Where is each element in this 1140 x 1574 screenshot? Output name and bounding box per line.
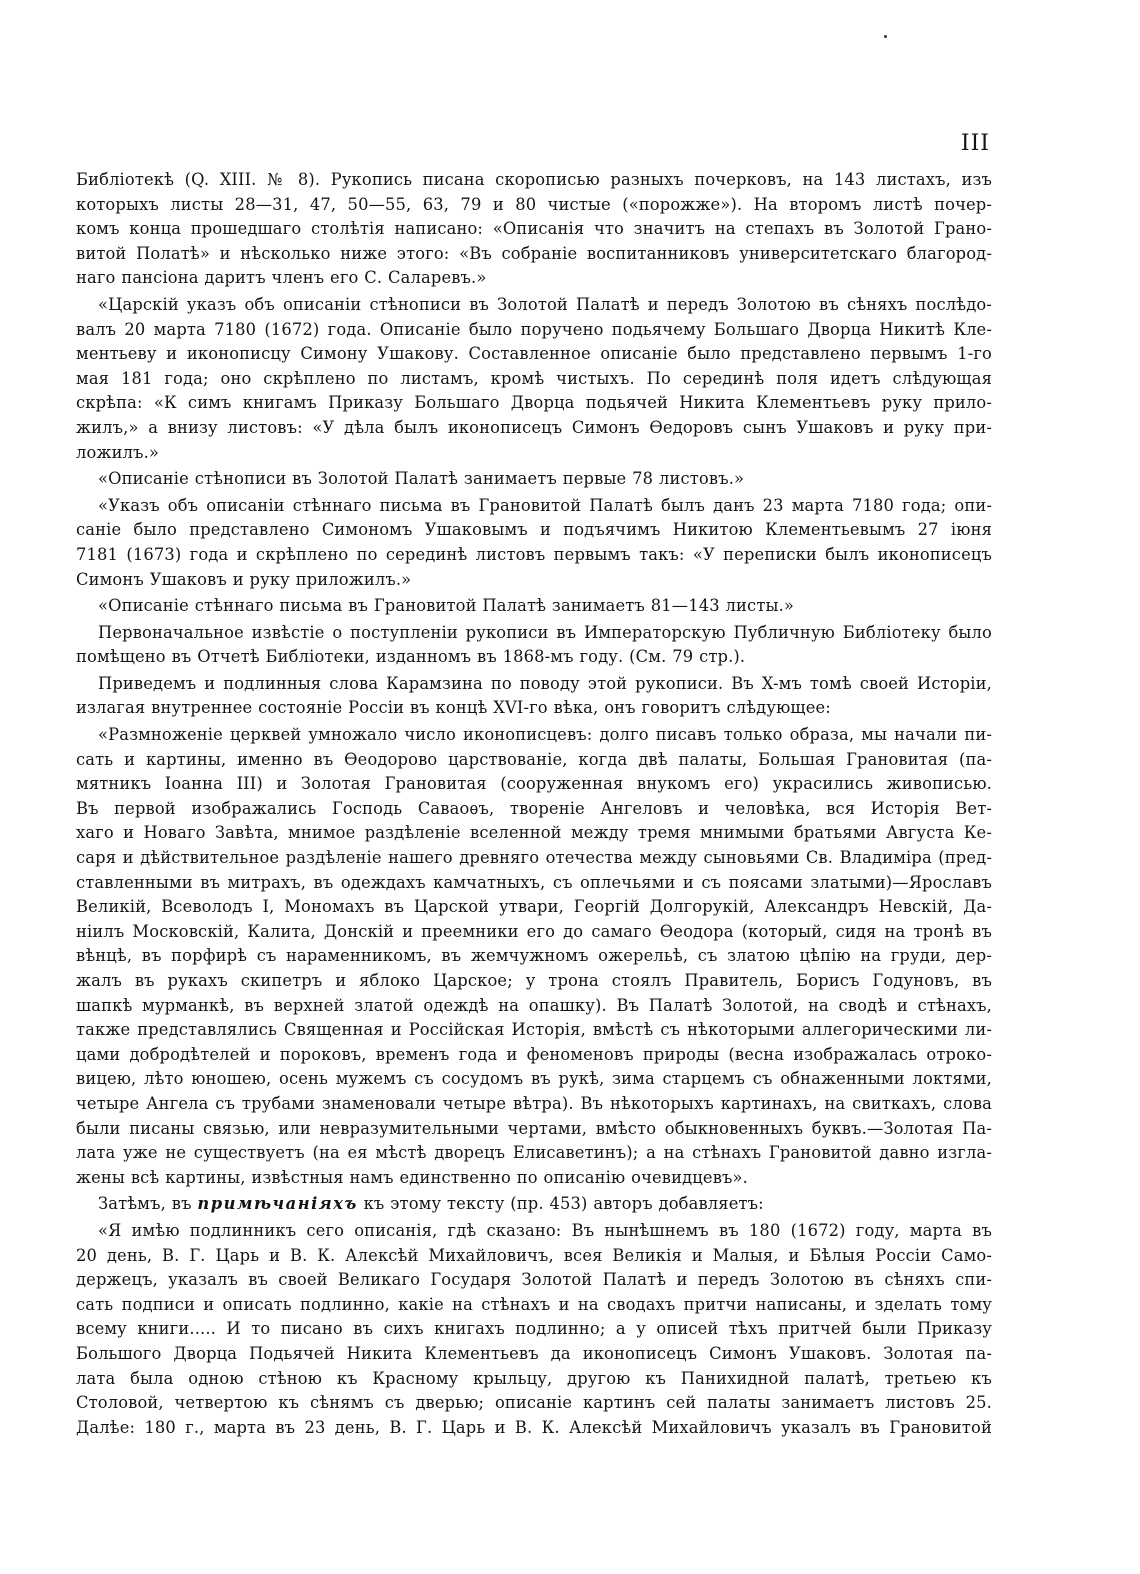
text-line: «Указъ объ описаніи стѣннаго письма въ Грановитой Палатѣ былъ данъ 23 марта 7180 года; опи- [98,495,992,515]
text-line: «Царскій указъ объ описаніи стѣнописи въ Золотой Палатѣ и передъ Золотою въ сѣняхъ послѣдо- [98,294,992,314]
paragraph [76,467,992,492]
text-line: ставленными въ митрахъ, въ одеждахъ камчатныхъ, съ оплечьями и съ поясами златыми)—Ярославъ [76,872,992,892]
text-line: наго пансіона даритъ членъ его С. Саларевъ.» [76,268,487,288]
paragraph [76,1219,992,1440]
paragraph [76,494,992,592]
text-line: Симонъ Ушаковъ и руку приложилъ.» [76,569,412,589]
text-line: комъ конца прошедшаго столѣтія написано: «Описанія что значитъ на степахъ въ Золотой Грано- [76,219,992,239]
text-line: мятникъ Іоанна III) и Золотая Грановитая (сооруженная внукомъ его) украсились живописью. [76,774,992,794]
text-line: ніилъ Московскій, Калита, Донскій и преемники его до самаго Өеодора (который, сидя на тронѣ въ [76,921,992,941]
text-line: помѣщено въ Отчетѣ Библіотеки, изданномъ въ 1868-мъ году. (См. 79 стр.). [76,647,746,667]
text-line: вицею, лѣто юношею, осень мужемъ съ сосудомъ въ рукѣ, зима старцемъ съ обнаженными локтями, [76,1069,992,1089]
paragraph [76,621,992,670]
text-line: держецъ, указалъ въ своей Великаго Государя Золотой Палатѣ и передъ Золотою въ сѣняхъ спи- [76,1270,992,1290]
text-line: саніе было представлено Симономъ Ушаковымъ и подъячимъ Никитою Клементьевымъ 27 іюня [76,520,992,540]
text-line: «Я имѣю подлинникъ сего описанія, гдѣ сказано: Въ нынѣшнемъ въ 180 (1672) году, марта въ [98,1220,992,1240]
text-line: витой Полатѣ» и нѣсколько ниже этого: «Въ собраніе воспитанниковъ университетскаго благород- [76,243,992,263]
text-line: цами добродѣтелей и пороковъ, временъ года и феноменовъ природы (весна изображалась отроко- [76,1044,992,1064]
text-line: ложилъ.» [76,442,160,462]
text-line: Далѣе: 180 г., марта въ 23 день, В. Г. Царь и В. К. Алексѣй Михайловичъ указалъ въ Грановитой [76,1417,992,1437]
text-line: Столовой, четвертою къ сѣнямъ съ дверью; описаніе картинъ сей палаты занимаетъ листовъ 25. [76,1393,992,1413]
text-line: «Описаніе стѣнописи въ Золотой Палатѣ занимаетъ первые 78 листовъ.» [98,469,745,489]
text-line: жилъ,» а внизу листовъ: «У дѣла былъ иконописецъ Симонъ Өедоровъ сынъ Ушаковъ и руку при- [76,417,992,437]
text-line: жалъ въ рукахъ скипетръ и яблоко Царское; у трона стоялъ Правитель, Борисъ Годуновъ, въ [76,971,992,990]
paragraph [76,293,992,465]
text-line: Въ первой изображались Господь Саваоѳъ, твореніе Ангеловъ и человѣка, вся Исторія Вет- [76,798,992,818]
text-line: сать и картины, именно въ Өеодорово царствованіе, когда двѣ палаты, Большая Грановитая (па- [76,749,992,769]
text-line: саря и дѣйствительное раздѣленіе нашего древняго отечества между сыновьями Св. Владиміра (пред- [76,848,992,868]
text-line: ментьеву и иконописцу Симону Ушакову. Составленное описаніе было представлено первымъ 1-го [76,344,992,364]
text-line: вѣнцѣ, въ порфирѣ съ нараменникомъ, въ жемчужномъ ожерельѣ, съ златою цѣпію на груди, дер- [76,946,992,966]
text-line: «Размноженіе церквей умножало число иконописцевъ: долго писавъ только образа, мы начали пи- [98,725,992,745]
text-line: Большого Дворца Подьячей Никита Клементьевъ да иконописецъ Симонъ Ушаковъ. Золотая па- [76,1343,992,1363]
text-line: которыхъ листы 28—31, 47, 50—55, 63, 79 и 80 чистые («порожже»). На второмъ листѣ почер- [76,194,992,214]
text-line: лата была одною стѣною къ Красному крыльцу, другою къ Панихидной палатѣ, третьею къ [76,1368,992,1388]
body-text [76,168,992,1442]
text-line: лата уже не существуетъ (на ея мѣстѣ дворецъ Елисаветинъ); а на стѣнахъ Грановитой давно изгла- [76,1143,992,1163]
text-line: Великій, Всеволодъ I, Мономахъ въ Царской утвари, Георгій Долгорукій, Александръ Невскій, Да- [76,897,992,917]
text-line: сать подписи и описать подлинно, какіе на стѣнахъ и на сводахъ притчи написаны, и зделать тому [76,1294,992,1314]
text-line: 20 день, В. Г. Царь и В. К. Алексѣй Михайловичъ, всея Великія и Малыя, и Бѣлыя Россіи Само- [76,1245,992,1265]
text-line: излагая внутреннее состояніе Россіи въ концѣ XVI-го вѣка, онъ говоритъ слѣдующее: [76,698,831,718]
paragraph [76,1192,992,1217]
paragraph [76,594,992,619]
page-number: III [960,131,990,156]
text-line: «Описаніе стѣннаго письма въ Грановитой Палатѣ занимаетъ 81—143 листы.» [98,596,795,616]
paragraph [76,672,992,721]
text-line: Библіотекѣ (Q. XIII. № 8). Рукопись писана скорописью разныхъ почерковъ, на 143 листахъ, изъ [76,170,992,189]
paragraph [76,168,992,291]
text-line: мая 181 года; оно скрѣплено по листамъ, кромѣ чистыхъ. По серединѣ поля идетъ слѣдующая [76,368,992,388]
text-line: Затѣмъ, въ примѣчаніяхъ къ этому тексту (пр. 453) авторъ добавляетъ: [98,1194,764,1214]
text-line: жены всѣ картины, извѣстныя намъ единственно по описанію очевидцевъ». [76,1167,748,1187]
text-line: также представлялись Священная и Россійская Исторія, вмѣстѣ съ нѣкоторыми аллегорическими ли- [76,1020,992,1040]
emphasized-term: примѣчаніяхъ [197,1194,358,1214]
text-line: четыре Ангела съ трубами знаменовали четыре вѣтра). Въ нѣкоторыхъ картинахъ, на свиткахъ, слова [76,1093,992,1113]
print-speck [884,35,887,38]
text-line: скрѣпа: «К симъ книгамъ Приказу Большаго Дворца подьячей Никита Клементьевъ руку прило- [76,393,992,413]
text-line: Приведемъ и подлинныя слова Карамзина по поводу этой рукописи. Въ X-мъ томѣ своей Исторіи, [98,673,992,693]
text-line: хаго и Новаго Завѣта, мнимое раздѣленіе вселенной между тремя мнимыми братьями Августа Ке- [76,823,992,843]
text-line: всему книги..... И то писано въ сихъ книгахъ подлинно; а у описей тѣхъ притчей были Приказу [76,1319,992,1339]
text-line: валъ 20 марта 7180 (1672) года. Описаніе было поручено подьячему Большаго Дворца Никитѣ Кле- [76,319,992,339]
text-line: были писаны связью, или невразумительными чертами, вмѣсто обыкновенныхъ буквъ.—Золотая Па- [76,1118,992,1138]
paragraph [76,723,992,1190]
text-line: 7181 (1673) года и скрѣплено по серединѣ листовъ первымъ такъ: «У переписки былъ иконописецъ [76,544,992,564]
text-line: шапкѣ мурманкѣ, въ верхней златой одеждѣ на опашку). Въ Палатѣ Золотой, на сводѣ и стѣнахъ, [76,995,992,1015]
text-line: Первоначальное извѣстіе о поступленіи рукописи въ Императорскую Публичную Библіотеку было [98,622,992,642]
